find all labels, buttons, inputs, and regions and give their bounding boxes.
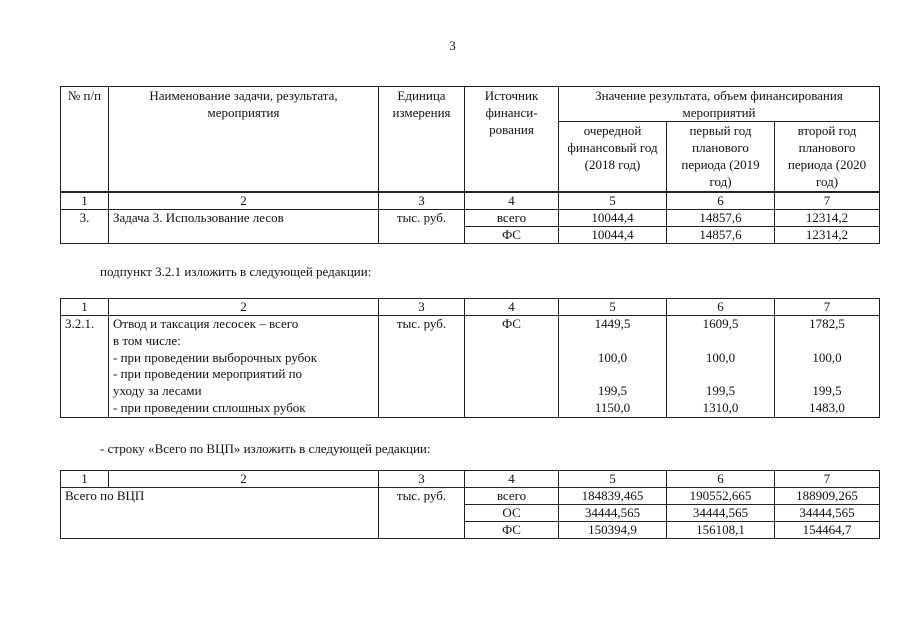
name-line: - при проведении мероприятий по — [113, 366, 303, 382]
colnum: 7 — [775, 299, 880, 316]
colnum: 5 — [559, 192, 667, 210]
colnum: 7 — [775, 471, 880, 488]
name-line: Отвод и таксация лесосек – всего — [113, 316, 299, 331]
value-2020: 34444,565 — [775, 505, 880, 522]
row-source: ФС — [465, 522, 559, 539]
value-line — [779, 366, 875, 383]
header-year-2019: первый год планового периода (2019 год) — [667, 122, 775, 193]
row-name: Задача 3. Использование лесов — [109, 210, 379, 244]
table-total-vcp — [60, 470, 880, 539]
table-row — [61, 210, 880, 227]
colnum: 5 — [559, 299, 667, 316]
row-name: Всего по ВЦП — [61, 488, 379, 539]
value-line — [779, 333, 875, 350]
header-unit: Единица измерения — [379, 87, 465, 193]
value-line: 100,0 — [597, 349, 628, 365]
header-name: Наименование задачи, результата, мероприятия — [109, 87, 379, 193]
row-unit: тыс. руб. — [379, 488, 465, 539]
value-2020: 154464,7 — [775, 522, 880, 539]
colnum: 6 — [667, 299, 775, 316]
value-2018: 184839,465 — [559, 488, 667, 505]
value-line — [563, 333, 662, 350]
value-line — [671, 366, 770, 383]
value-2018: 10044,4 — [559, 210, 667, 227]
colnum: 3 — [379, 192, 465, 210]
values-2019 — [667, 316, 775, 418]
colnum: 3 — [379, 299, 465, 316]
value-line: 1483,0 — [809, 399, 845, 415]
colnum: 1 — [61, 471, 109, 488]
value-line: 100,0 — [705, 349, 736, 365]
row-source: ФС — [465, 316, 559, 418]
column-number-row — [61, 471, 880, 488]
table-row — [61, 316, 880, 418]
colnum: 4 — [465, 299, 559, 316]
name-line: в том числе: — [113, 332, 181, 348]
value-2020: 188909,265 — [775, 488, 880, 505]
value-line: 1609,5 — [702, 316, 739, 331]
row-source: всего — [465, 488, 559, 505]
value-line: 1150,0 — [594, 399, 631, 415]
table-row — [61, 488, 880, 505]
values-2018 — [559, 316, 667, 418]
colnum: 6 — [667, 471, 775, 488]
value-2019: 156108,1 — [667, 522, 775, 539]
colnum: 7 — [775, 192, 880, 210]
table-subpoint-3-2-1 — [60, 298, 880, 418]
header-row — [61, 87, 880, 122]
value-2020: 12314,2 — [775, 210, 880, 227]
name-line: - при проведении выборочных рубок — [113, 349, 318, 365]
name-line: уходу за лесами — [113, 383, 202, 399]
header-year-2018: очередной финансовый год (2018 год) — [559, 122, 667, 193]
colnum: 2 — [109, 299, 379, 316]
colnum: 2 — [109, 192, 379, 210]
colnum: 5 — [559, 471, 667, 488]
value-line: 199,5 — [597, 383, 628, 399]
value-line: 199,5 — [812, 383, 842, 399]
value-2019: 190552,665 — [667, 488, 775, 505]
instruction-paragraph: подпункт 3.2.1 изложить в следующей редакции: — [100, 264, 372, 279]
header-source: Источник финанси-рования — [465, 87, 559, 193]
row-source: ОС — [465, 505, 559, 522]
header-num: № п/п — [61, 87, 109, 193]
value-2018: 150394,9 — [559, 522, 667, 539]
header-value-group: Значение результата, объем финансирования мероприятий — [559, 87, 880, 122]
colnum: 1 — [61, 192, 109, 210]
value-2020: 12314,2 — [775, 227, 880, 244]
value-line: 1782,5 — [809, 316, 845, 331]
value-line: 100,0 — [812, 349, 842, 365]
column-number-row — [61, 299, 880, 316]
header-year-2020: второй год планового периода (2020 год) — [775, 122, 880, 193]
colnum: 4 — [465, 471, 559, 488]
row-num: 3. — [61, 210, 109, 244]
row-source: ФС — [465, 227, 559, 244]
row-unit: тыс. руб. — [379, 316, 465, 418]
value-2018: 10044,4 — [559, 227, 667, 244]
value-line: 1310,0 — [702, 399, 739, 415]
value-2019: 14857,6 — [667, 227, 775, 244]
value-2019: 14857,6 — [667, 210, 775, 227]
value-line — [563, 366, 662, 383]
value-2018: 34444,565 — [559, 505, 667, 522]
instruction-paragraph: - строку «Всего по ВЦП» изложить в следующей редакции: — [100, 441, 431, 456]
values-2020 — [775, 316, 880, 418]
column-number-row — [61, 192, 880, 210]
name-line: - при проведении сплошных рубок — [113, 399, 306, 415]
row-name-lines — [109, 316, 379, 418]
page-number: 3 — [449, 38, 456, 53]
value-2019: 34444,565 — [667, 505, 775, 522]
colnum: 6 — [667, 192, 775, 210]
row-source: всего — [465, 210, 559, 227]
table-task-3 — [60, 86, 880, 244]
value-line: 199,5 — [705, 383, 736, 399]
colnum: 2 — [109, 471, 379, 488]
colnum: 1 — [61, 299, 109, 316]
row-unit: тыс. руб. — [379, 210, 465, 244]
row-num: 3.2.1. — [61, 316, 109, 418]
colnum: 4 — [465, 192, 559, 210]
value-line: 1449,5 — [594, 316, 631, 331]
value-line — [671, 333, 770, 350]
colnum: 3 — [379, 471, 465, 488]
